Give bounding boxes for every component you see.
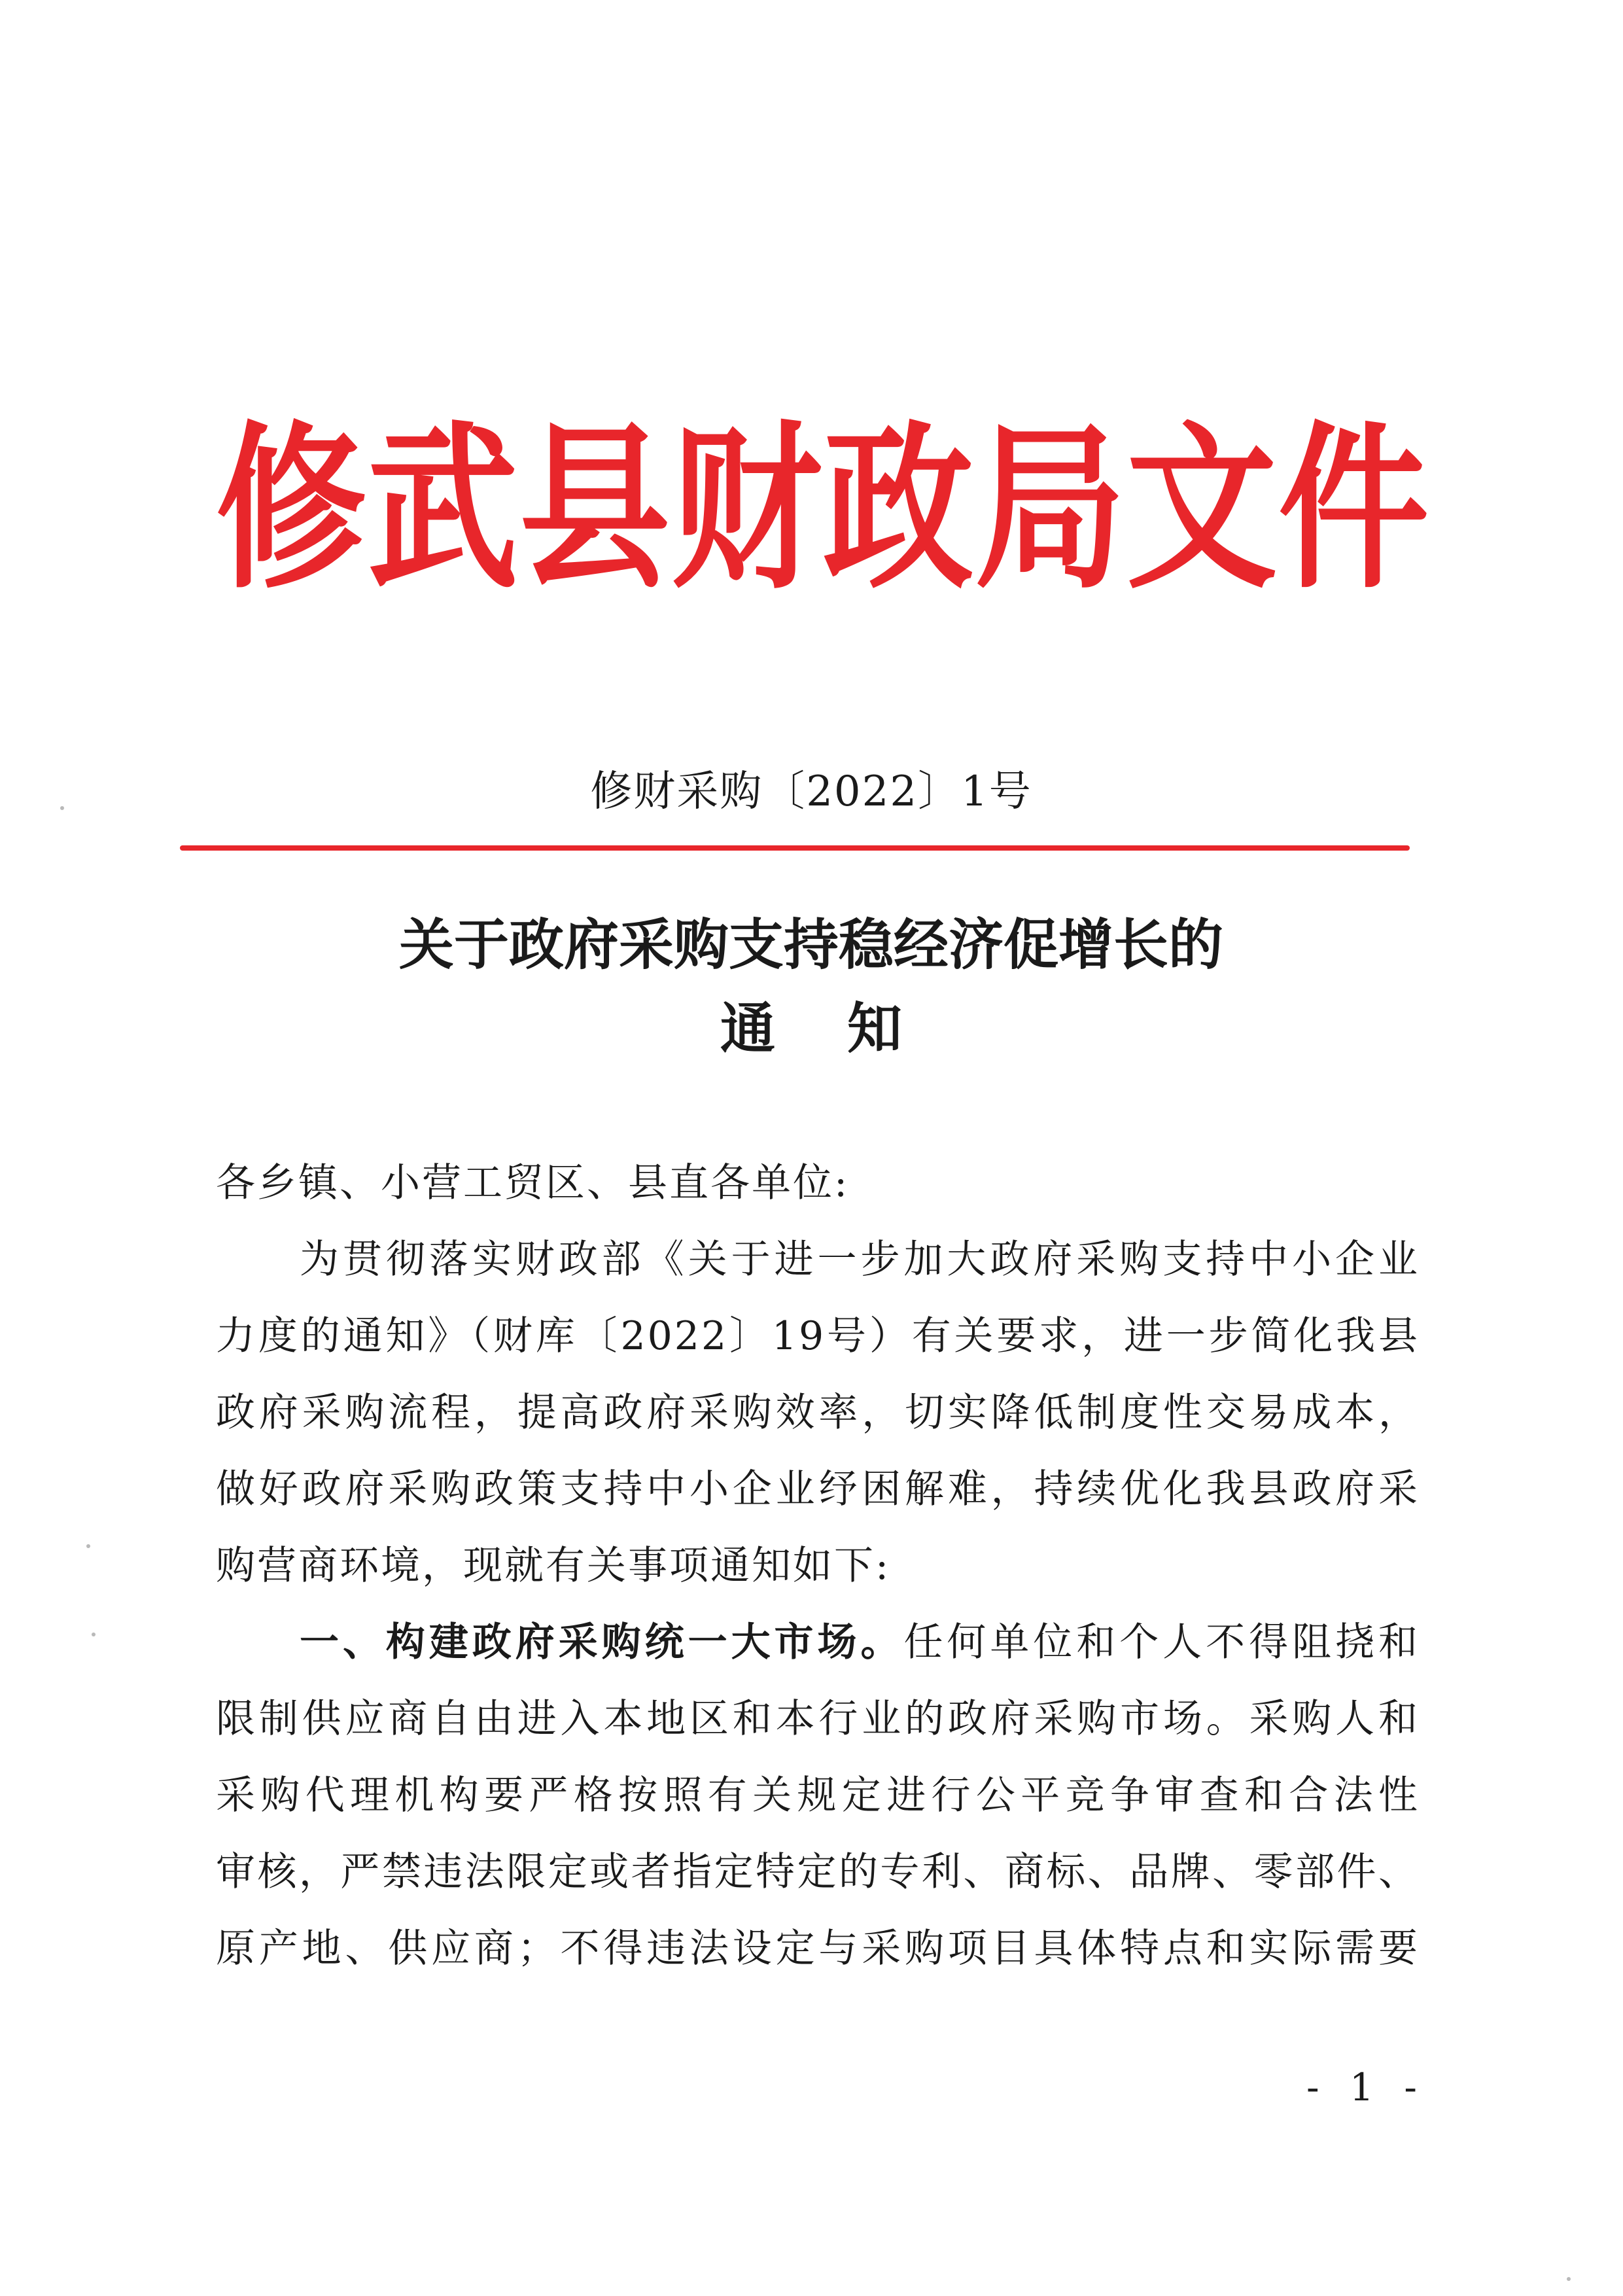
section-1-line-4: 审核，严禁违法限定或者指定特定的专利、商标、品牌、零部件、 (216, 1849, 1420, 1895)
scan-speck (92, 1633, 96, 1636)
section-1-heading: 一、构建政府采购统一大市场。 (300, 1619, 904, 1665)
section-1-line-5: 原产地、供应商；不得违法设定与采购项目具体特点和实际需要 (216, 1926, 1420, 1971)
title-line-1: 关于政府采购支持稳经济促增长的 (398, 912, 1223, 977)
red-separator-line (180, 845, 1410, 851)
salutation: 各乡镇、小营工贸区、县直各单位: (216, 1160, 850, 1206)
document-body (216, 1145, 1420, 1987)
paragraph-1-line-2: 力度的通知》（财库〔2022〕19号）有关要求，进一步简化我县 (216, 1313, 1420, 1359)
document-title (196, 903, 1426, 1070)
section-1-line-1-text: 任何单位和个人不得阻挠和 (903, 1619, 1420, 1665)
paragraph-1-line-4: 做好政府采购政策支持中小企业纾困解难，持续优化我县政府采 (216, 1466, 1420, 1512)
section-1-line-3: 采购代理机构要严格按照有关规定进行公平竞争审查和合法性 (216, 1773, 1420, 1818)
document-number: 修财采购〔2022〕1号 (590, 768, 1032, 816)
section-1-line-2: 限制供应商自由进入本地区和本行业的政府采购市场。采购人和 (216, 1696, 1420, 1742)
scan-speck (1567, 2277, 1571, 2281)
issuer-masthead: 修武县财政局文件 (216, 406, 1431, 613)
paragraph-1-line-5: 购营商环境，现就有关事项通知如下: (216, 1543, 891, 1589)
page-number: - 1 - (1306, 2065, 1426, 2110)
scan-speck (86, 1544, 90, 1548)
paragraph-1-line-1: 为贯彻落实财政部《关于进一步加大政府采购支持中小企业 (300, 1237, 1420, 1282)
title-line-2: 通知 (720, 996, 974, 1061)
section-1-line-1 (216, 1604, 1420, 1681)
paragraph-1-line-3: 政府采购流程，提高政府采购效率，切实降低制度性交易成本， (216, 1390, 1420, 1436)
scan-speck (60, 806, 64, 810)
